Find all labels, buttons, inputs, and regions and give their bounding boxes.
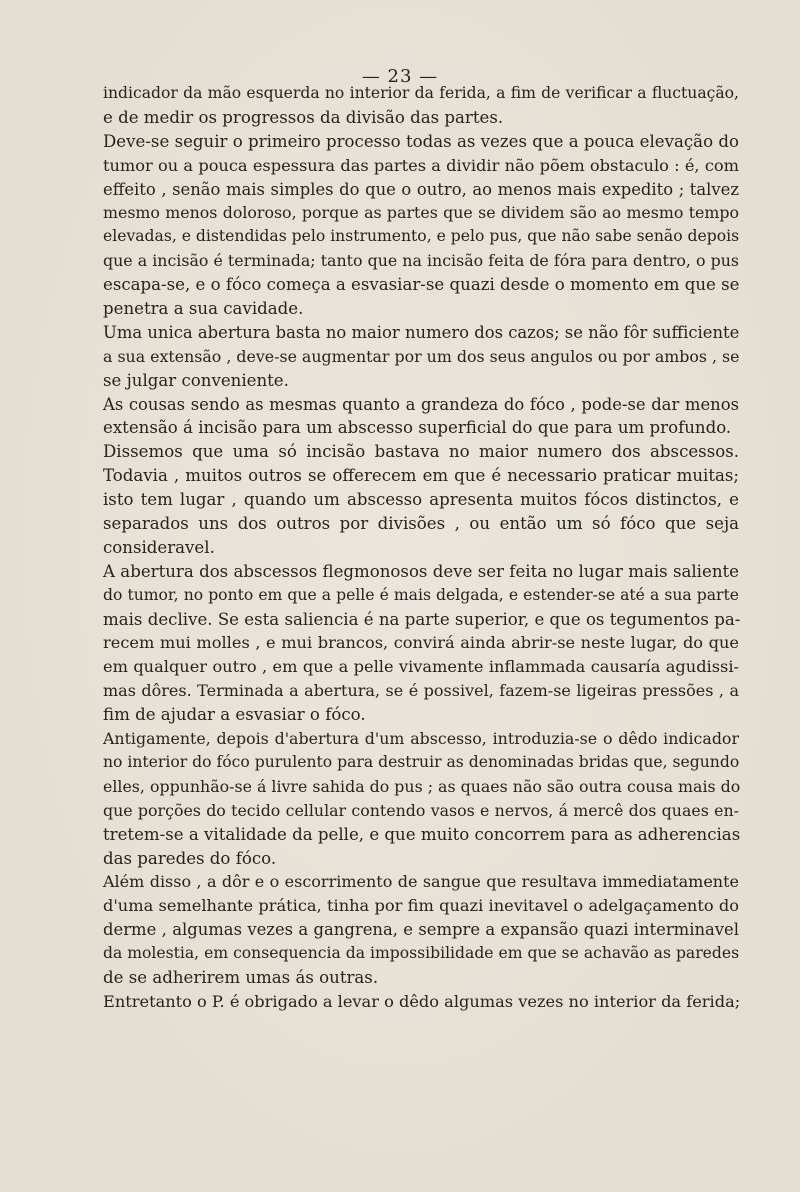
- text-line: a sua extensão , deve-se augmentar por um dos seus angulos ou por ambos , se: [103, 346, 740, 366]
- text-line: A abertura dos abscessos flegmonosos deve ser feita no lugar mais saliente: [103, 561, 739, 581]
- text-line: Além disso , a dôr e o escorrimento de sangue que resultava immediatamente: [103, 872, 739, 892]
- text-line: e de medir os progressos da divisão das partes.: [103, 107, 504, 127]
- text-line: mais declive. Se esta saliencia é na parte superior, e que os tegumentos pa-: [103, 609, 741, 629]
- text-line: que a incisão é terminada; tanto que na incisão feita de fóra para dentro, o pus: [103, 251, 739, 271]
- text-line: elles, oppunhão-se á livre sahida do pus ; as quaes não são outra cousa mais do: [103, 776, 741, 796]
- text-line: separados uns dos outros por divisões , ou então um só fóco que seja: [103, 514, 739, 534]
- text-line: Entretanto o P. é obrigado a levar o dêdo algumas vezes no interior da ferida;: [103, 991, 741, 1011]
- text-line: Uma unica abertura basta no maior numero dos cazos; se não fôr sufficiente: [103, 322, 740, 342]
- text-line: Todavia , muitos outros se offerecem em que é necessario praticar muitas;: [103, 466, 739, 486]
- text-line: consideravel.: [103, 537, 215, 557]
- text-line: effeito , senão mais simples do que o outro, ao menos mais expedito ; talvez: [103, 179, 739, 199]
- text-line: fim de ajudar a esvasiar o fóco.: [103, 705, 366, 725]
- text-line: Antigamente, depois d'abertura d'um abscesso, introduzia-se o dêdo indicador: [103, 729, 739, 749]
- text-line: extensão á incisão para um abscesso superficial do que para um profundo.: [103, 418, 732, 438]
- text-line: escapa-se, e o fóco começa a esvasiar-se quazi desde o momento em que se: [103, 275, 740, 295]
- page-number: — 23 —: [361, 66, 439, 87]
- text-line: d'uma semelhante prática, tinha por fim quazi inevitavel o adelgaçamento do: [103, 896, 739, 916]
- text-line: tretem-se a vitalidade da pelle, e que muito concorrem para as adherencias: [103, 824, 741, 844]
- text-line: As cousas sendo as mesmas quanto a grandeza do fóco , pode-se dar menos: [103, 394, 739, 414]
- text-line: de se adherirem umas ás outras.: [103, 967, 379, 987]
- text-line: penetra a sua cavidade.: [103, 299, 304, 319]
- text-line: mas dôres. Terminada a abertura, se é possivel, fazem-se ligeiras pressões , a: [103, 681, 739, 701]
- text-line: das paredes do fóco.: [103, 848, 277, 868]
- text-line: Dissemos que uma só incisão bastava no maior numero dos abscessos.: [103, 442, 739, 462]
- text-line: se julgar conveniente.: [103, 370, 289, 390]
- text-line: em qualquer outro , em que a pelle vivamente inflammada causaría agudissi-: [103, 657, 739, 677]
- text-line: do tumor, no ponto em que a pelle é mais delgada, e estender-se até a sua parte: [103, 585, 739, 604]
- text-line: no interior do fóco purulento para destruir as denominadas bridas que, segundo: [103, 752, 740, 771]
- text-line: que porções do tecido cellular contendo vasos e nervos, á mercê dos quaes en-: [103, 800, 739, 820]
- text-line: tumor ou a pouca espessura das partes a dividir não põem obstaculo : é, com: [103, 155, 739, 175]
- body-text: [103, 82, 739, 1014]
- text-line: Deve-se seguir o primeiro processo todas as vezes que a pouca elevação do: [103, 131, 739, 151]
- text-line: derme , algumas vezes a gangrena, e sempre a expansão quazi interminavel: [103, 920, 739, 940]
- text-line: recem mui molles , e mui brancos, convirá ainda abrir-se neste lugar, do que: [103, 633, 739, 653]
- text-line: da molestia, em consequencia da impossibilidade em que se achavão as paredes: [103, 944, 740, 963]
- text-line: indicador da mão esquerda no interior da ferida, a fim de verificar a fluctuação,: [103, 84, 739, 102]
- text-line: elevadas, e distendidas pelo instrumento, e pelo pus, que não sabe senão depois: [103, 227, 740, 246]
- text-line: isto tem lugar , quando um abscesso apresenta muitos fócos distinctos, e: [103, 490, 739, 510]
- text-line: mesmo menos doloroso, porque as partes que se dividem são ao mesmo tempo: [103, 203, 739, 223]
